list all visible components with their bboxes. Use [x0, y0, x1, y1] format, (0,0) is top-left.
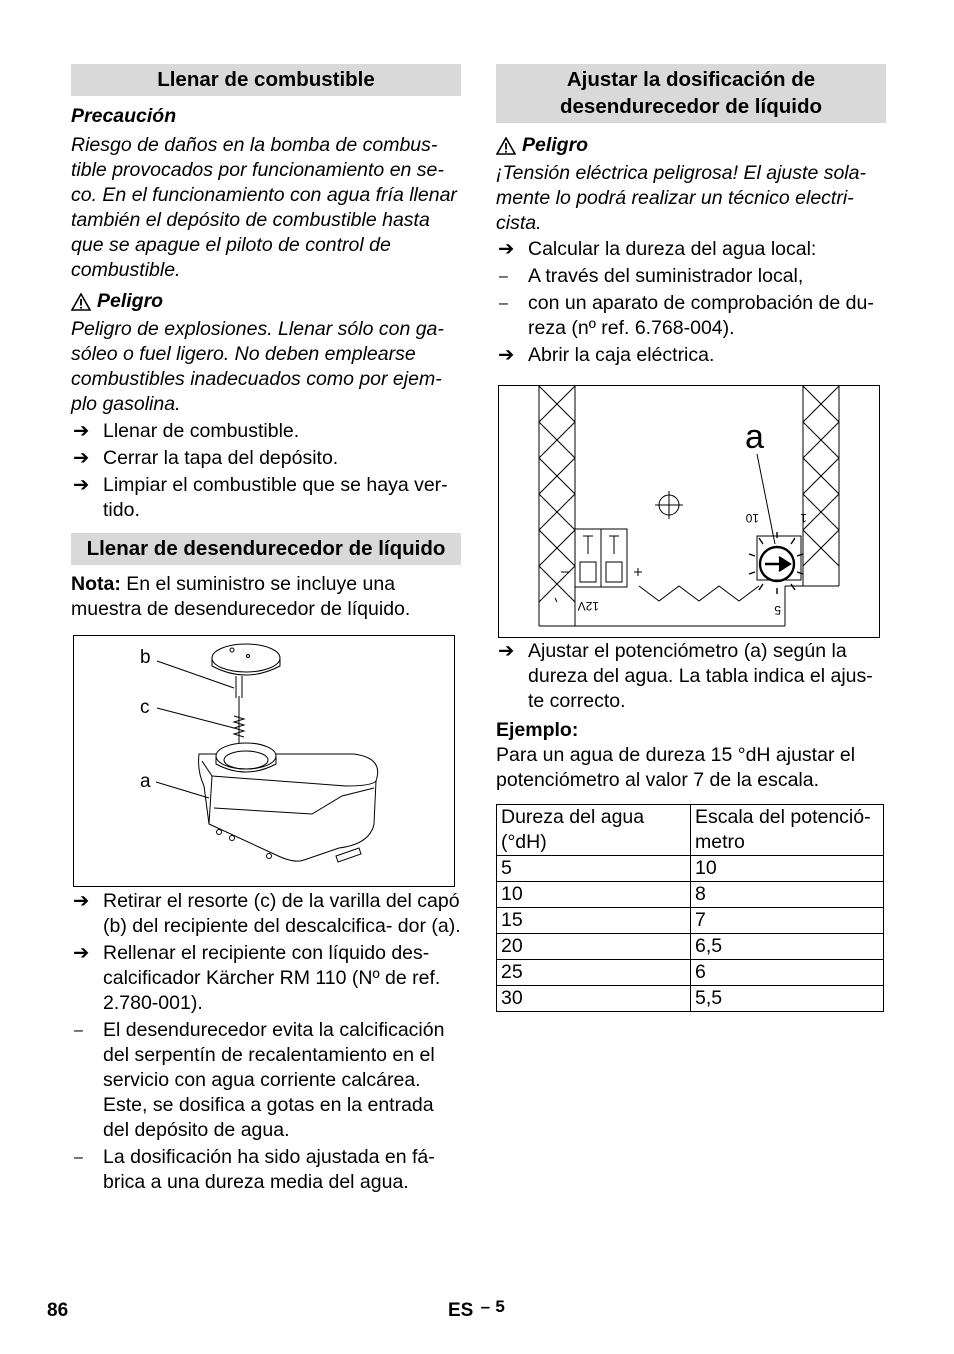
danger-title: Peligro	[522, 134, 589, 156]
note-text: En el suministro se incluye una muestra de desendurecedor de líquido.	[71, 573, 411, 620]
list-item: ➔ Ajustar el potenciómetro (a) según la dureza del agua. La tabla indica el ajus- te correcto.	[498, 640, 873, 712]
arrow-icon: ➔	[73, 447, 90, 469]
danger-title: Peligro	[97, 290, 164, 312]
scale-label-5: 5	[774, 603, 781, 617]
adjust-heading: Ajustar la dosificación de desendurecedor de líquido	[496, 64, 886, 123]
list-item: ➔ Limpiar el combustible que se haya ver- tido.	[73, 474, 448, 521]
descaler-heading: Llenar de desendurecedor de líquido	[71, 533, 461, 565]
potentiometer-illustration	[499, 386, 879, 637]
label-a: a	[140, 771, 151, 792]
arrow-icon: ➔	[498, 238, 515, 260]
example-title: Ejemplo:	[496, 719, 579, 741]
list-item: – A través del suministrador local,	[499, 265, 804, 287]
caution-title: Precaución	[71, 105, 177, 127]
table-header-cell: Escala del potenció- metro	[691, 805, 884, 856]
left-column	[71, 64, 461, 1195]
arrow-icon: ➔	[498, 344, 515, 366]
arrow-icon: ➔	[73, 890, 90, 912]
label-b: b	[140, 647, 151, 668]
language-code: ES	[448, 1300, 474, 1321]
list-item: ➔ Cerrar la tapa del depósito.	[73, 447, 339, 469]
fuel-steps	[71, 419, 461, 523]
list-item: – con un aparato de comprobación de du- reza (nº ref. 6.768-004).	[499, 292, 874, 339]
arrow-icon: ➔	[73, 420, 90, 442]
electrical-box-figure	[498, 385, 880, 638]
table-row: 10 8	[497, 882, 884, 908]
descaler-steps	[71, 889, 461, 1195]
note-label: Nota:	[71, 573, 121, 595]
page-number: 86	[47, 1300, 69, 1321]
scale-label-10: 10	[745, 511, 759, 525]
arrow-icon: ➔	[73, 474, 90, 496]
potentiometer-step	[496, 639, 886, 714]
list-item: ➔ Rellenar el recipiente con líquido des- calcificador Kärcher RM 110 (Nº de ref. 2.780-001).	[73, 942, 441, 1014]
dash-marker: –	[499, 295, 508, 312]
table-row: 25 6	[497, 960, 884, 986]
dash-marker: –	[74, 1149, 83, 1166]
table-header-row	[497, 805, 884, 856]
example-text: Para un agua de dureza 15 °dH ajustar el potenciómetro al valor 7 de la escala.	[496, 744, 856, 791]
footer-language	[448, 1298, 505, 1323]
note-paragraph	[71, 572, 461, 622]
voltage-label: 12V	[577, 599, 599, 613]
fuel-heading: Llenar de combustible	[71, 64, 461, 96]
danger-heading	[71, 289, 461, 314]
descaler-tank-figure	[73, 635, 455, 887]
arrow-icon: ➔	[498, 640, 515, 662]
table-row: 15 7	[497, 908, 884, 934]
warning-triangle-icon	[496, 137, 516, 155]
list-item: ➔ Llenar de combustible.	[73, 420, 300, 442]
scale-label-1: 1	[800, 511, 807, 525]
table-header-cell: Dureza del agua (°dH)	[497, 805, 691, 856]
dash-marker: –	[74, 1022, 83, 1039]
arrow-icon: ➔	[73, 942, 90, 964]
descaler-tank-illustration	[74, 636, 454, 886]
list-item: ➔ Calcular la dureza del agua local:	[498, 238, 817, 260]
table-row: 20 6,5	[497, 934, 884, 960]
caution-text: Riesgo de daños en la bomba de combus- tible provocados por funcionamiento en se- co. En el funcionamiento con agua fría llenar también el depósito de combustible hasta que se apague el piloto de control de combustible.	[71, 134, 457, 281]
warning-triangle-icon	[71, 293, 91, 311]
danger-text: Peligro de explosiones. Llenar sólo con ga- sóleo o fuel ligero. No deben emplearse combustibles inadecuados como por ejem- plo gasolina.	[71, 318, 444, 415]
danger-text: ¡Tensión eléctrica peligrosa! El ajuste sola- mente lo podrá realizar un técnico electri- cista.	[496, 162, 866, 234]
label-a: a	[745, 418, 764, 456]
list-item: – La dosificación ha sido ajustada en fá- brica a una dureza media del agua.	[74, 1146, 435, 1193]
footer-page-index: 5	[495, 1297, 505, 1316]
hardness-table	[496, 804, 884, 1012]
footer-separator: –	[480, 1297, 491, 1316]
label-c: c	[140, 697, 150, 718]
adjust-steps	[496, 237, 886, 368]
dash-marker: –	[499, 268, 508, 285]
list-item: ➔ Retirar el resorte (c) de la varilla del capó (b) del recipiente del descalcifica- dor (a).	[73, 890, 461, 937]
list-item: – El desendurecedor evita la calcificación del serpentín de recalentamiento en el servicio con agua corriente calcárea. Este, se dosifica a gotas en la entrada del depósito de agua.	[74, 1019, 445, 1141]
right-column	[496, 64, 886, 1012]
list-item: ➔ Abrir la caja eléctrica.	[498, 344, 715, 366]
danger-heading	[496, 133, 886, 158]
table-row: 30 5,5	[497, 986, 884, 1012]
table-row: 5 10	[497, 856, 884, 882]
